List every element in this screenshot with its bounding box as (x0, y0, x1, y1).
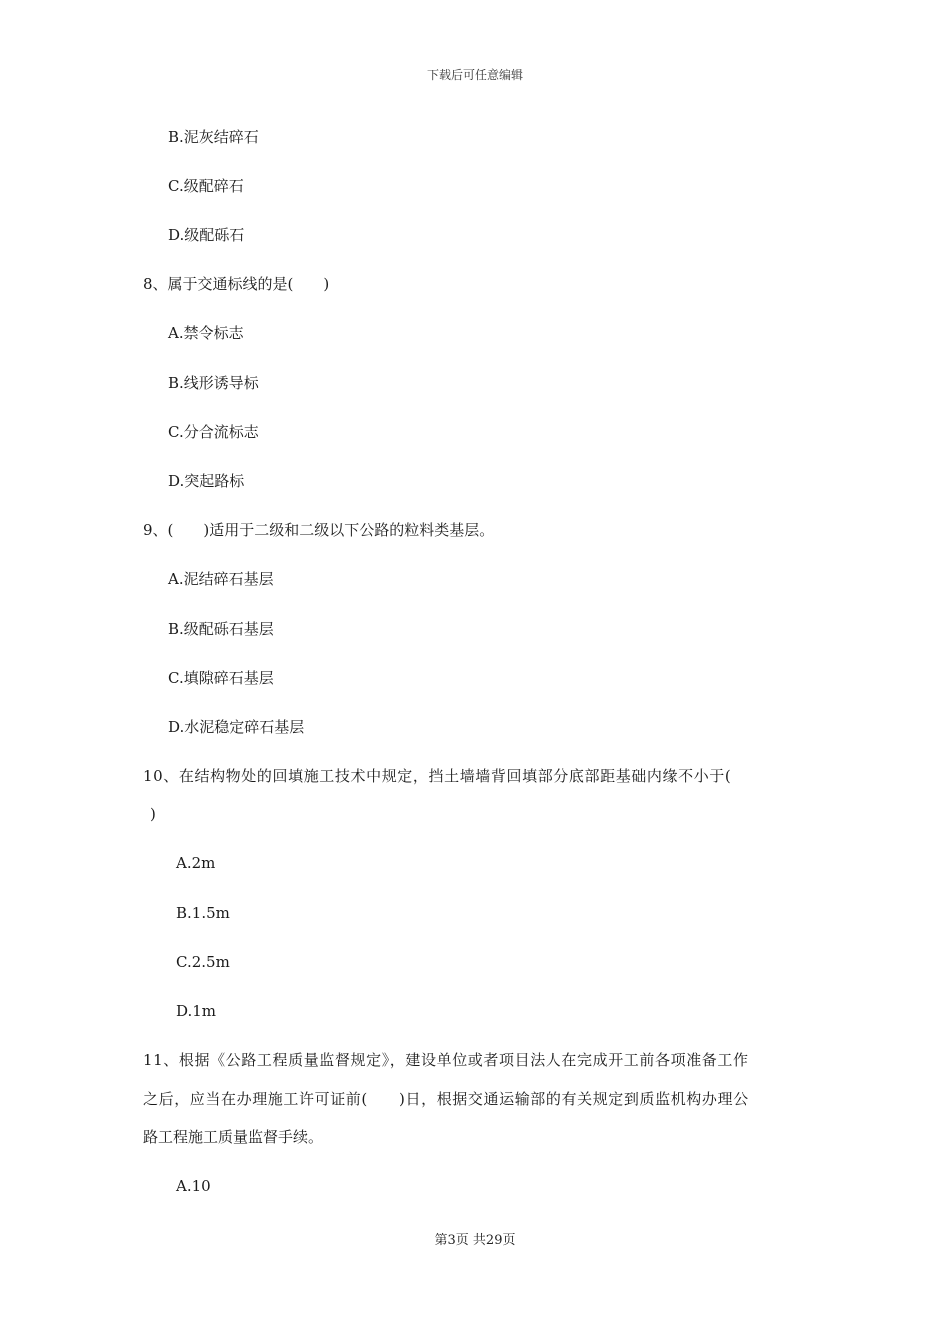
question-8: 8、属于交通标线的是( ) (143, 275, 330, 293)
option-8c: C.分合流标志 (168, 423, 259, 441)
page-header: 下载后可任意编辑 (426, 68, 523, 82)
option-8b: B.线形诱导标 (168, 374, 259, 392)
question-11-line2: 之后，应当在办理施工许可证前( )日，根据交通运输部的有关规定到质监机构办理公 (143, 1090, 749, 1108)
page-footer: 第3页 共29页 (434, 1233, 516, 1248)
question-11-line1: 11、根据《公路工程质量监督规定》，建设单位或者项目法人在完成开工前各项准备工作 (143, 1051, 749, 1069)
question-10-cont: ) (150, 805, 156, 823)
option-9d: D.水泥稳定碎石基层 (168, 718, 305, 736)
question-10: 10、在结构物处的回填施工技术中规定，挡土墙墙背回填部分底部距基础内缘不小于( (143, 767, 732, 785)
option-7d: D.级配砾石 (168, 226, 245, 244)
option-8a: A.禁令标志 (168, 324, 244, 342)
option-8d: D.突起路标 (168, 472, 245, 490)
option-9a: A.泥结碎石基层 (168, 570, 274, 588)
option-9c: C.填隙碎石基层 (168, 669, 274, 687)
option-10b: B.1.5m (176, 904, 230, 922)
option-10a: A.2m (176, 854, 216, 872)
option-7b: B.泥灰结碎石 (168, 128, 259, 146)
option-7c: C.级配碎石 (168, 177, 244, 195)
question-11-line3: 路工程施工质量监督手续。 (143, 1128, 324, 1146)
option-11a: A.10 (176, 1177, 211, 1195)
option-9b: B.级配砾石基层 (168, 620, 274, 638)
question-9: 9、( )适用于二级和二级以下公路的粒料类基层。 (143, 521, 495, 539)
option-10d: D.1m (176, 1002, 217, 1020)
option-10c: C.2.5m (176, 953, 230, 971)
